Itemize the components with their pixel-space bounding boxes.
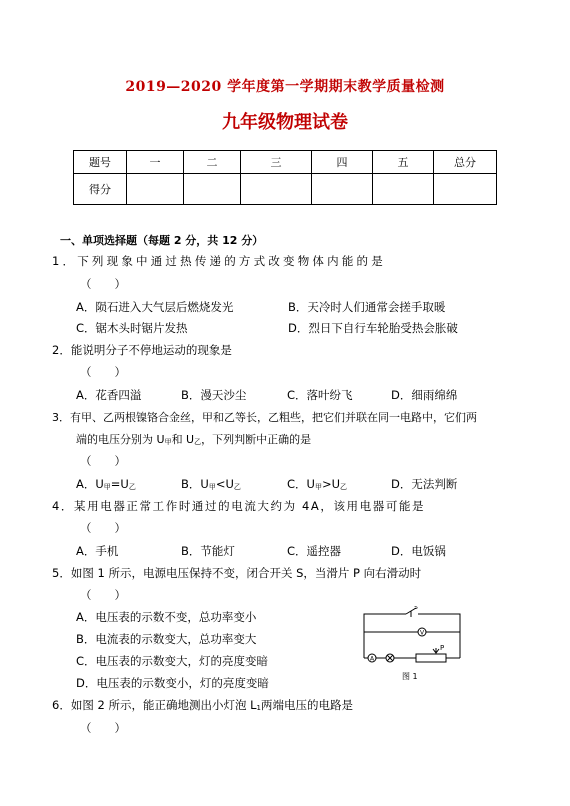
exam-title: 2019—2020 学年度第一学期期末教学质量检测	[125, 79, 445, 95]
exam-subtitle: 九年级物理试卷	[222, 112, 348, 133]
score-header-cell: 总分	[434, 151, 497, 174]
ammeter-label: A	[370, 655, 375, 663]
option-b: B．U甲<U乙	[181, 477, 241, 491]
option-b: B．节能灯	[181, 544, 235, 558]
option-c: C．锯木头时锯片发热	[76, 321, 188, 335]
score-header-cell: 三	[241, 151, 312, 174]
option-a: A．陨石进入大气层后燃烧发光	[76, 300, 234, 314]
option-c: C．U甲>U乙	[287, 477, 348, 491]
option-a: A．手机	[76, 544, 119, 558]
answer-blank[interactable]: （ ）	[80, 721, 126, 735]
score-cell[interactable]	[373, 174, 434, 205]
question-stem-cont: 端的电压分别为 U甲和 U乙，下列判断中正确的是	[76, 433, 312, 446]
score-header-cell: 二	[184, 151, 241, 174]
score-table-score-row	[74, 174, 497, 205]
option-b: B．天冷时人们通常会搓手取暖	[288, 300, 446, 314]
answer-blank[interactable]: （ ）	[80, 521, 126, 535]
voltmeter-label: V	[420, 629, 425, 637]
option-c: C．电压表的示数变大，灯的亮度变暗	[76, 654, 269, 668]
answer-blank[interactable]: （ ）	[80, 277, 126, 291]
score-header-cell: 四	[312, 151, 373, 174]
slider-label: P	[440, 644, 445, 652]
score-table-header-row	[74, 151, 497, 174]
switch-label: S	[414, 606, 418, 611]
score-cell[interactable]	[312, 174, 373, 205]
score-row-label: 得分	[74, 174, 127, 205]
question-stem: 1．下列现象中通过热传递的方式改变物体内能的是	[52, 254, 386, 268]
option-d: D．无法判断	[391, 477, 458, 491]
answer-blank[interactable]: （ ）	[80, 365, 126, 379]
wire	[364, 614, 406, 658]
score-table	[73, 150, 497, 205]
section-title: 一、单项选择题（每题 2 分，共 12 分）	[60, 234, 264, 247]
option-a: A．电压表的示数不变，总功率变小	[76, 610, 257, 624]
question-stem: 3．有甲、乙两根镍铬合金丝，甲和乙等长，乙粗些，把它们并联在同一电路中，它们两	[52, 411, 477, 424]
question-stem: 2．能说明分子不停地运动的现象是	[52, 343, 232, 357]
answer-blank[interactable]: （ ）	[80, 588, 126, 602]
option-a: A．U甲=U乙	[76, 477, 136, 491]
question-stem: 4．某用电器正常工作时通过的电流大约为 4A，该用电器可能是	[52, 499, 426, 513]
option-c: C．遥控器	[287, 544, 342, 558]
score-header-cell: 题号	[74, 151, 127, 174]
option-d: D．烈日下自行车轮胎受热会胀破	[288, 321, 458, 335]
score-cell[interactable]	[241, 174, 312, 205]
question-stem: 6．如图 2 所示，能正确地测出小灯泡 L1两端电压的电路是	[52, 698, 353, 712]
score-cell[interactable]	[184, 174, 241, 205]
option-b: B．漫天沙尘	[181, 388, 247, 402]
option-b: B．电流表的示数变大，总功率变大	[76, 632, 257, 646]
option-d: D．电压表的示数变小，灯的亮度变暗	[76, 676, 269, 690]
answer-blank[interactable]: （ ）	[80, 454, 126, 468]
score-cell[interactable]	[434, 174, 497, 205]
score-header-cell: 五	[373, 151, 434, 174]
option-a: A．花香四溢	[76, 388, 142, 402]
score-cell[interactable]	[127, 174, 184, 205]
score-header-cell: 一	[127, 151, 184, 174]
circuit-diagram-figure-1	[356, 606, 466, 686]
option-d: D．电饭锅	[391, 544, 446, 558]
option-d: D．细雨绵绵	[391, 388, 458, 402]
question-stem: 5．如图 1 所示，电源电压保持不变，闭合开关 S，当滑片 P 向右滑动时	[52, 566, 422, 580]
figure-caption: 图 1	[402, 672, 418, 681]
wire	[418, 614, 460, 658]
option-c: C．落叶纷飞	[287, 388, 353, 402]
rheostat	[416, 654, 446, 662]
